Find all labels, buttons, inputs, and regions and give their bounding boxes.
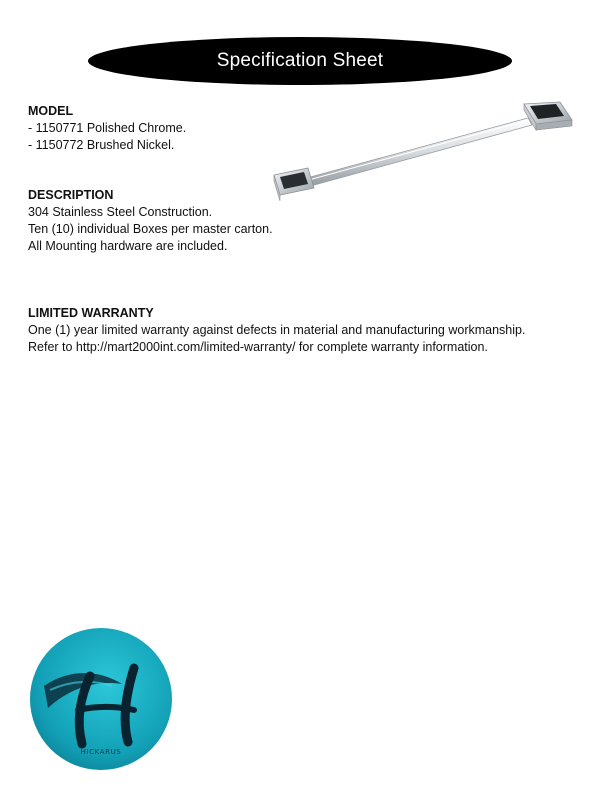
- description-section: [28, 187, 273, 255]
- warranty-line: One (1) year limited warranty against defects in material and manufacturing workmanship.: [28, 323, 526, 337]
- model-line: - 1150771 Polished Chrome.: [28, 121, 187, 135]
- towel-bar-image: [270, 98, 585, 208]
- description-heading: DESCRIPTION: [28, 188, 114, 202]
- warranty-heading: LIMITED WARRANTY: [28, 306, 154, 320]
- description-line: All Mounting hardware are included.: [28, 239, 228, 253]
- model-heading: MODEL: [28, 104, 74, 118]
- title-banner: [88, 37, 512, 85]
- description-line: Ten (10) individual Boxes per master carton.: [28, 222, 273, 236]
- warranty-section: [28, 305, 588, 356]
- logo-brand-text: HICKARUS: [80, 748, 122, 756]
- model-line: - 1150772 Brushed Nickel.: [28, 138, 175, 152]
- warranty-line: Refer to http://mart2000int.com/limited-warranty/ for complete warranty information.: [28, 340, 488, 354]
- model-section: [28, 103, 186, 154]
- description-line: 304 Stainless Steel Construction.: [28, 205, 213, 219]
- brand-logo: [30, 628, 172, 770]
- page-title: Specification Sheet: [216, 50, 384, 71]
